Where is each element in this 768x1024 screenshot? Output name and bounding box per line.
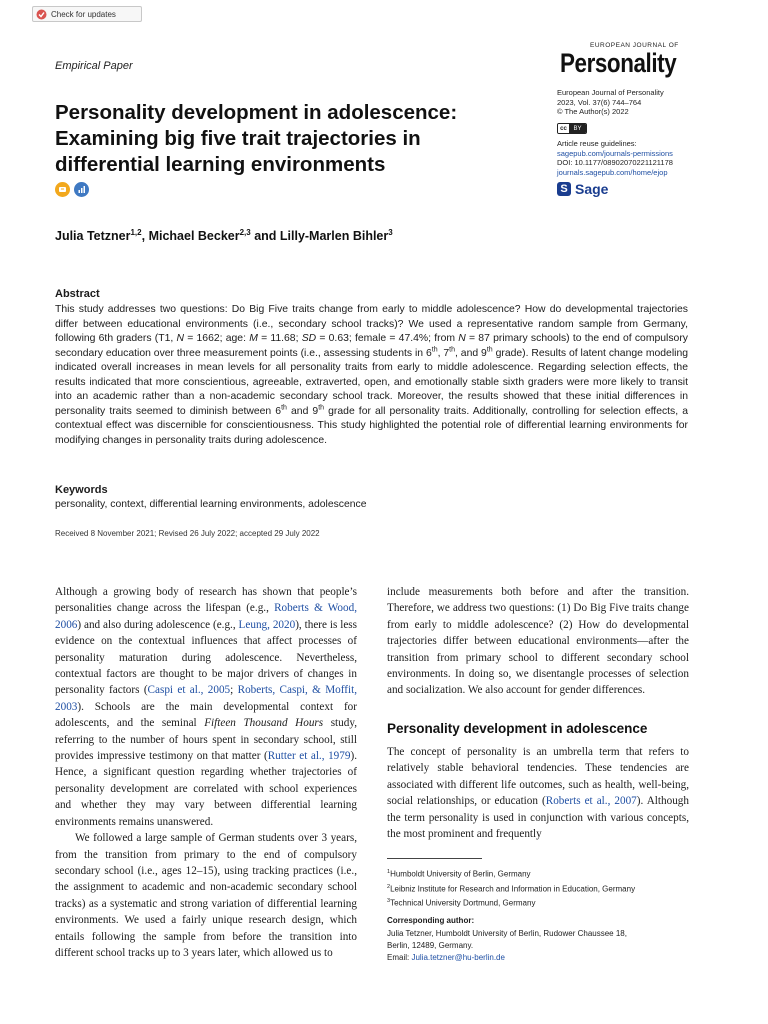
affiliation-item: $^2$Leibniz Institute for Research and Information in Education, Germany xyxy=(387,883,636,894)
body-paragraph: The concept of personality is an umbrella term that refers to relatively stable behavioral tendencies. These tendencies are associated with different life outcomes, such as health, well-being, social relationships, or education (Roberts et al., 2007). Although the term personality is used in conjunction with various concepts, the most prominent and frequently xyxy=(387,746,689,841)
journal-logo: Personality xyxy=(560,48,677,78)
journal-home-link[interactable]: journals.sagepub.com/home/ejop xyxy=(557,167,668,177)
citation-link[interactable]: Rutter et al., 1979 xyxy=(267,750,351,763)
body-paragraph: include measurements both before and after the transition. Therefore, we address two questions: (1) Do Big Five traits change from early to middle adolescence? (2) How do developmental trajectories differ between educational environments—after the transition from primary school to different secondary school environments. In doing so, we disentangle processes of selection and socialization. We also account for gender differences. xyxy=(387,586,689,697)
author-list xyxy=(55,228,393,243)
author-affiliation: 1,2 xyxy=(130,228,142,237)
journal-citation-name: European Journal of Personality xyxy=(557,88,664,97)
citation-link[interactable]: Roberts & Wood, 2006 xyxy=(55,602,357,631)
body-right-column-section xyxy=(387,744,689,842)
reuse-label: Article reuse guidelines: xyxy=(557,139,637,148)
publisher-logo[interactable] xyxy=(557,181,608,197)
author-name[interactable]: Michael Becker xyxy=(148,229,240,244)
abstract-text: This study addresses two questions: Do Big Five traits change from early to middle adolescence? How do developmental trajectories differ between educational environments (i.e., secondary school tracks)? We used a representative random sample from Germany, following 6th graders (T1, N = 1662; age: M = 11.68; SD = 0.63; female = 47.4%; from N = 87 primary schools) to the end of compulsory secondary education over three measurement points (i.e., assessing students in 6th, 7th, and 9th grade). Results of latent change modeling indicated overall increases in mean levels for all personality traits from early to middle adolescence. Regarding selection effects, the results indicated that more conscientious, agreeable, extraverted, open, and emotionally stable sixth graders were more likely to transit into an academic rather than a non-academic secondary school track. Moreover, the results showed that these initial differences in personality traits seemed to diminish between 6th and 9th grade for all personality traits. Additionally, controlling for selection effects, a contextual effect was discernible for conscientiousness. This study highlighted the potential role of differential learning environments for modifying changes in personality traits during adolescence. xyxy=(55,304,688,446)
author-affiliation: 3 xyxy=(388,228,393,237)
citation-link[interactable]: Roberts et al., 2007 xyxy=(545,795,637,808)
author-affiliation: 2,3 xyxy=(239,228,251,237)
article-type: Empirical Paper xyxy=(55,60,133,72)
cc-icon: cc xyxy=(558,124,569,133)
footnote-divider xyxy=(387,858,482,859)
sage-logo-icon: S xyxy=(557,182,571,196)
corresponding-author-heading: Corresponding author: xyxy=(387,916,475,925)
received-dates: Received 8 November 2021; Revised 26 July 2022; accepted 29 July 2022 xyxy=(55,529,320,538)
permissions-link[interactable]: sagepub.com/journals-permissions xyxy=(557,148,673,158)
citation-link[interactable]: Caspi et al., 2005 xyxy=(147,684,231,697)
corresponding-email: Email: Julia.tetzner@hu-berlin.de xyxy=(387,953,505,962)
abstract-heading: Abstract xyxy=(55,288,100,300)
affiliation-footnotes xyxy=(387,866,635,910)
cc-by-label: BY xyxy=(569,124,586,133)
author-separator: and xyxy=(250,229,280,244)
body-paragraph: Although a growing body of research has shown that people’s personalities change across the lifespan (e.g., Roberts & Wood, 2006) and also during adolescence (e.g., Leung, 2020), there is less evidence on the contextual influences that affect processes of personality maturation during adolescence. Nevertheless, contextual factors are thought to be major drivers of changes in personality factors (Caspi et al., 2005; Roberts, Caspi, & Moffit, 2003). Schools are the main developmental context for adolescents, and the seminal Fifteen Thousand Hours study, referring to the number of hours spent in secondary school, still provides impressive testimony on that matter (Rutter et al., 1979). Hence, a significant question regarding whether trajectories of personality development are correlated with school experiences and whether they may vary between differential learning environments remains unanswered. xyxy=(55,586,358,828)
copyright: © The Author(s) 2022 xyxy=(557,107,629,116)
journal-citation-volume: 2023, Vol. 37(6) 744–764 xyxy=(557,97,642,107)
citation-link[interactable]: Roberts, Caspi, & Moffit, 2003 xyxy=(55,684,357,713)
open-data-badge-icon[interactable] xyxy=(55,182,70,197)
journal-name-small: EUROPEAN JOURNAL OF xyxy=(590,42,679,49)
body-paragraph: We followed a large sample of German students over 3 years, from the transition from primary to the end of compulsory secondary school (i.e., ages 12–15), using tracking practices (i.e., the assignment to academic and non-academic secondary school tracks) as a systematic and strong variation of differential learning environments. We used a fairly unique research design, which entails following the sample from before the transition into different school tracks up to 3 years later, which allowed us to xyxy=(55,832,357,959)
open-materials-badge-icon[interactable] xyxy=(74,182,89,197)
check-updates-label: Check for updates xyxy=(51,9,116,19)
affiliation-item: $^3$Technical University Dortmund, Germany xyxy=(387,898,536,908)
cc-license-badge[interactable] xyxy=(557,123,587,134)
open-science-badges xyxy=(55,182,89,197)
journal-meta xyxy=(557,88,664,117)
keywords-heading: Keywords xyxy=(55,484,108,496)
body-left-column xyxy=(55,584,357,961)
doi[interactable]: DOI: 10.1177/08902070221121178 xyxy=(557,158,673,167)
keywords-text: personality, context, differential learning environments, adolescence xyxy=(55,499,367,510)
author-name[interactable]: Lilly-Marlen Bihler xyxy=(279,229,389,244)
affiliation-item: $^1$Humboldt University of Berlin, Germany xyxy=(387,869,531,879)
corresponding-address: Julia Tetzner, Humboldt University of Berlin, Rudower Chaussee 18, xyxy=(387,929,627,938)
article-title: Personality development in adolescence: Examining big five trait trajectories in differential learning environments xyxy=(55,101,458,176)
email-link[interactable]: Julia.tetzner@hu-berlin.de xyxy=(411,953,505,962)
section-heading: Personality development in adolescence xyxy=(387,721,648,736)
author-name[interactable]: Julia Tetzner xyxy=(55,229,131,244)
body-right-column xyxy=(387,584,689,699)
author-separator: , xyxy=(141,229,149,244)
citation-link[interactable]: Leung, 2020 xyxy=(238,618,296,631)
corresponding-author xyxy=(387,928,627,964)
journal-links xyxy=(557,139,673,177)
check-updates-button[interactable] xyxy=(32,6,142,22)
publisher-name: Sage xyxy=(575,181,609,197)
check-updates-icon xyxy=(36,9,47,20)
corresponding-city: Berlin, 12489, Germany. xyxy=(387,941,474,950)
